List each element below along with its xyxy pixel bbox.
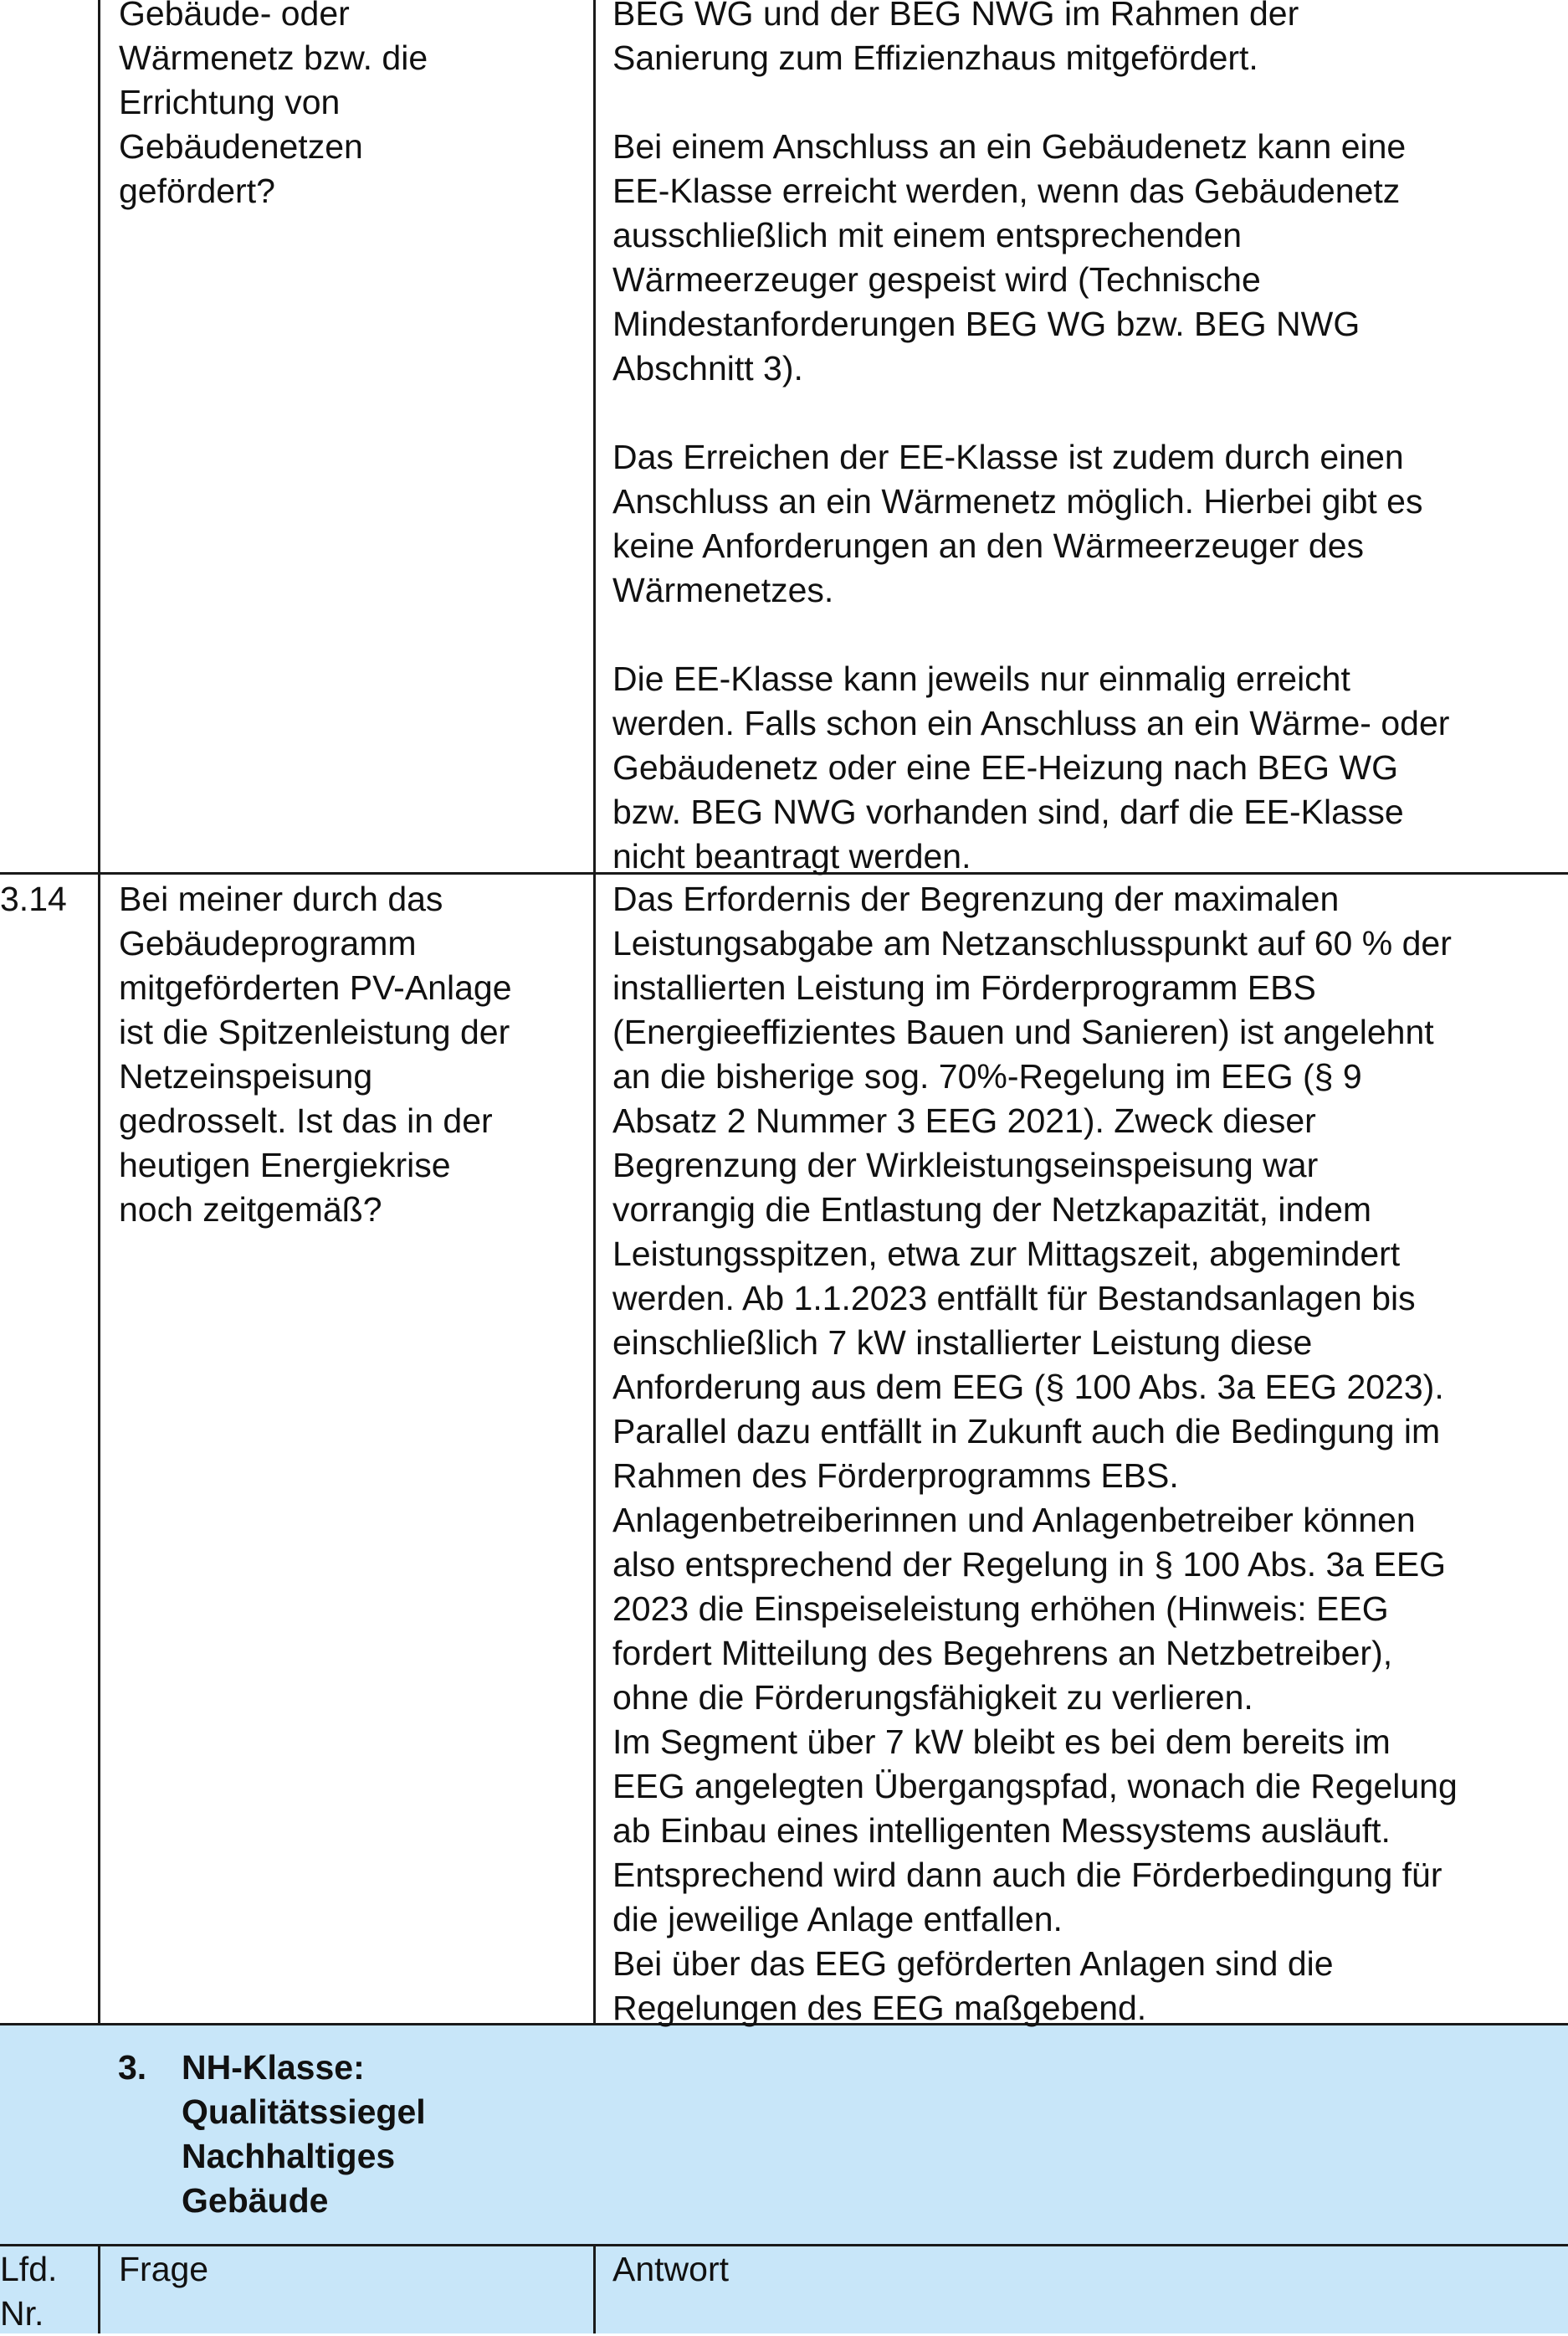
row-number-cell xyxy=(0,877,94,922)
column-rule-2 xyxy=(593,0,596,875)
answer-paragraph: Die EE-Klasse kann jeweils nur einmalig erreicht werden. Falls schon ein Anschluss an ein Wärme- oder Gebäudenetz oder eine EE-Heizung nach BEG WG bzw. BEG NWG vorhanden sind, darf die EE-Klasse nicht beantragt werden. xyxy=(612,660,1450,875)
column-rule-1 xyxy=(98,0,100,875)
section-title: NH-Klasse: Qualitätssiegel Nachhaltiges Gebäude xyxy=(182,2048,426,2220)
header-number-label: Lfd. Nr. xyxy=(0,2250,58,2333)
header-cell-question xyxy=(119,2247,587,2292)
question-text: Bei meiner durch das Gebäudeprogramm mitgeförderten PV-Anlage ist die Spitzenleistung der Netzeinspeisung gedrosselt. Ist das in der heutigen Energiekrise noch zeitgemäß? xyxy=(119,880,512,1229)
column-rule-2 xyxy=(593,872,596,2025)
header-cell-number xyxy=(0,2247,94,2336)
header-question-label: Frage xyxy=(119,2250,209,2288)
column-rule-1 xyxy=(98,2244,100,2333)
header-answer-label: Antwort xyxy=(612,2250,729,2288)
section-number: 3. xyxy=(118,2048,147,2087)
answer-paragraph: Das Erreichen der EE-Klasse ist zudem durch einen Anschluss an ein Wärmenetz möglich. Hierbei gibt es keine Anforderungen an den Wärmeerzeuger des Wärmenetzes. xyxy=(612,438,1423,609)
continued-question-cell xyxy=(119,0,587,213)
answer-text: Das Erfordernis der Begrenzung der maximalen Leistungsabgabe am Netzanschlusspunkt auf 60 % der installierten Leistung im Förderprogramm EBS (Energieeffizientes Bauen und Sanieren) ist angelehnt an die bisherige sog. 70%-Regelung im EEG (§ 9 Absatz 2 Nummer 3 EEG 2021). Zweck dieser Begrenzung der Wirkleistungseinspeisung war vorrangig die Entlastung der Netzkapazität, indem Leistungsspitzen, etwa zur Mittagszeit, abgemindert werden. Ab 1.1.2023 entfällt für Bestandsanlagen bis einschließlich 7 kW installierter Leistung diese Anforderung aus dem EEG (§ 100 Abs. 3a EEG 2023). Parallel dazu entfällt in Zukunft auch die Bedingung im Rahmen des Förderprogramms EBS. Anlagenbetreiberinnen und Anlagenbetreiber können also entsprechend der Regelung in § 100 Abs. 3a EEG 2023 die Einspeiseleistung erhöhen (Hinweis: EEG fordert Mitteilung des Begehrens an Netzbetreiber), ohne die Förderungsfähigkeit zu verlieren. Im Segment über 7 kW bleibt es bei dem bereits im EEG angelegten Übergangspfad, wonach die Regelung ab Einbau eines intelligenten Messystems ausläuft. Entsprechend wird dann auch die Förderbedingung für die jeweilige Anlage entfallen. Bei über das EEG geförderten Anlagen sind die Regelungen des EEG maßgebend. xyxy=(612,880,1458,2027)
row-number: 3.14 xyxy=(0,880,67,918)
row-divider-header xyxy=(0,2244,1568,2246)
answer-paragraph: BEG WG und der BEG NWG im Rahmen der Sanierung zum Effizienzhaus mitgefördert. xyxy=(612,0,1299,77)
header-cell-answer xyxy=(612,2247,1566,2292)
question-cell xyxy=(119,877,587,1232)
continued-answer-cell xyxy=(612,0,1566,879)
answer-paragraph: Bei einem Anschluss an ein Gebäudenetz kann eine EE-Klasse erreicht werden, wenn das Gebäudenetz ausschließlich mit einem entsprechenden Wärmeerzeuger gespeist wird (Technische Mindestanforderungen BEG WG bzw. BEG NWG Abschnitt 3). xyxy=(612,127,1407,388)
column-rule-2 xyxy=(593,2244,596,2333)
answer-cell xyxy=(612,877,1566,2031)
column-rule-1 xyxy=(98,872,100,2025)
continued-question-text: Gebäude- oder Wärmenetz bzw. die Errichtung von Gebäudenetzen gefördert? xyxy=(119,0,428,210)
